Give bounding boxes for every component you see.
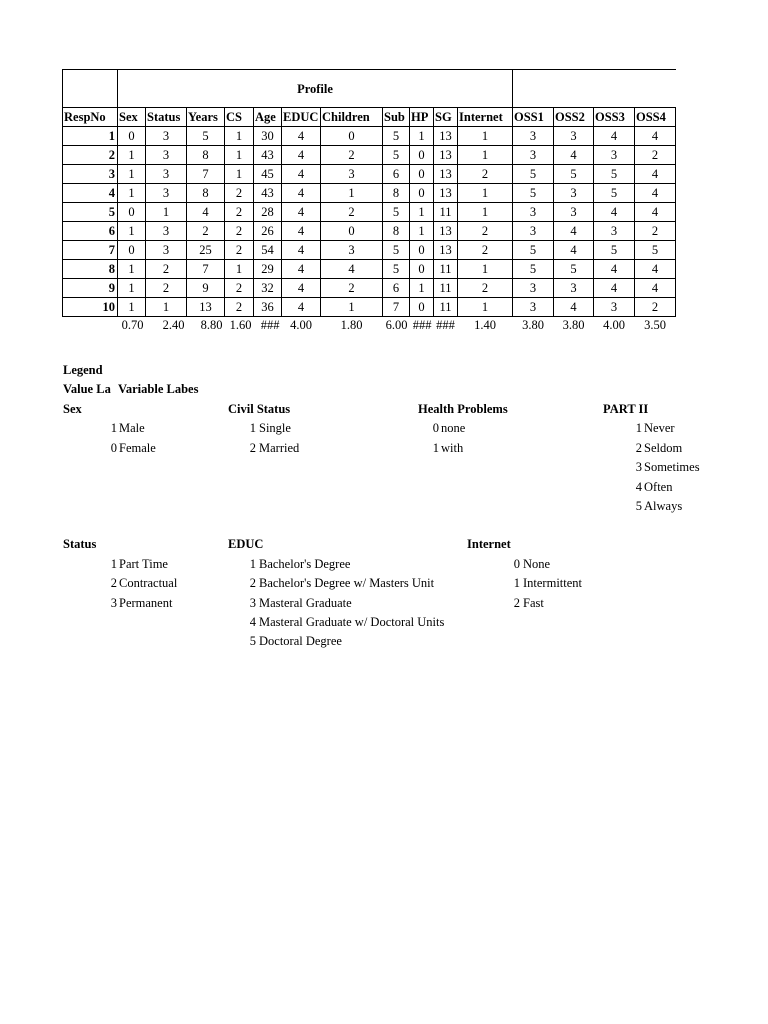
data-cell: 13 bbox=[434, 165, 458, 184]
data-cell: 1 bbox=[410, 279, 434, 298]
data-cell: 4 bbox=[554, 241, 594, 260]
data-cell: 4 bbox=[282, 260, 321, 279]
data-cell: 13 bbox=[434, 146, 458, 165]
data-cell: 8 bbox=[383, 184, 410, 203]
data-cell: 2 bbox=[225, 241, 254, 260]
blank-header-cell bbox=[513, 70, 676, 108]
data-cell: 5 bbox=[594, 241, 635, 260]
average-cell: 4.00 bbox=[290, 318, 312, 332]
data-cell: 2 bbox=[321, 146, 383, 165]
data-cell: 6 bbox=[383, 165, 410, 184]
data-cell: 43 bbox=[254, 184, 282, 203]
legend-code: 3 bbox=[635, 460, 642, 474]
legend-code: 5 bbox=[249, 634, 256, 648]
data-cell: 1 bbox=[225, 260, 254, 279]
data-cell: 3 bbox=[554, 127, 594, 146]
legend-label: Always bbox=[644, 499, 683, 513]
column-header: CS bbox=[225, 108, 254, 127]
data-cell: 3 bbox=[321, 165, 383, 184]
internet-legend-title: Internet bbox=[467, 537, 511, 551]
data-cell: 1 bbox=[458, 203, 513, 222]
data-cell: 5 bbox=[383, 146, 410, 165]
average-cell: ### bbox=[436, 318, 455, 332]
data-cell: 3 bbox=[513, 127, 554, 146]
column-header: OSS1 bbox=[513, 108, 554, 127]
data-cell: 4 bbox=[594, 203, 635, 222]
data-cell: 1 bbox=[458, 260, 513, 279]
data-cell: 11 bbox=[434, 203, 458, 222]
legend-code: 0 bbox=[432, 421, 439, 435]
average-cell: ### bbox=[260, 318, 280, 332]
data-cell: 28 bbox=[254, 203, 282, 222]
data-cell: 1 bbox=[118, 165, 146, 184]
data-cell: 4 bbox=[554, 222, 594, 241]
data-cell: 4 bbox=[594, 279, 635, 298]
data-cell: 1 bbox=[458, 298, 513, 317]
legend-label: Part Time bbox=[119, 557, 168, 571]
data-cell: 4 bbox=[635, 279, 676, 298]
legend-label: with bbox=[441, 441, 464, 455]
data-cell: 4 bbox=[554, 146, 594, 165]
legend-label: Often bbox=[644, 480, 673, 494]
part-ii-legend-title: PART II bbox=[603, 402, 649, 416]
table-row bbox=[63, 260, 676, 279]
average-cell: 3.80 bbox=[522, 318, 544, 332]
row-number-cell: 4 bbox=[63, 184, 118, 203]
data-cell: 3 bbox=[146, 146, 187, 165]
average-cell: 4.00 bbox=[603, 318, 625, 332]
row-number-cell: 5 bbox=[63, 203, 118, 222]
data-cell: 0 bbox=[410, 165, 434, 184]
table-row bbox=[63, 222, 676, 241]
column-header: Status bbox=[146, 108, 187, 127]
data-cell: 4 bbox=[635, 260, 676, 279]
legend-label: Bachelor's Degree bbox=[259, 557, 351, 571]
group-header-row bbox=[63, 70, 676, 108]
average-cell: 1.80 bbox=[340, 318, 363, 332]
data-cell: 5 bbox=[513, 260, 554, 279]
data-cell: 11 bbox=[434, 260, 458, 279]
column-header: RespNo bbox=[63, 108, 118, 127]
data-cell: 0 bbox=[410, 184, 434, 203]
data-cell: 8 bbox=[187, 184, 225, 203]
data-cell: 4 bbox=[635, 165, 676, 184]
legend-label: Masteral Graduate bbox=[259, 596, 352, 610]
blank-header-cell bbox=[63, 70, 118, 108]
legend-label: Permanent bbox=[119, 596, 173, 610]
column-header: Sub bbox=[383, 108, 410, 127]
data-cell: 8 bbox=[187, 146, 225, 165]
data-cell: 13 bbox=[434, 184, 458, 203]
data-cell: 5 bbox=[554, 165, 594, 184]
data-cell: 1 bbox=[118, 260, 146, 279]
legend-code: 2 bbox=[110, 576, 117, 590]
data-cell: 1 bbox=[321, 298, 383, 317]
data-cell: 3 bbox=[554, 279, 594, 298]
legend-code: 1 bbox=[513, 576, 520, 590]
data-cell: 0 bbox=[410, 298, 434, 317]
educ-legend-title: EDUC bbox=[228, 537, 264, 551]
column-header: HP bbox=[410, 108, 434, 127]
data-cell: 9 bbox=[187, 279, 225, 298]
data-cell: 3 bbox=[513, 203, 554, 222]
averages-row bbox=[63, 317, 676, 335]
column-header: OSS2 bbox=[554, 108, 594, 127]
data-cell: 45 bbox=[254, 165, 282, 184]
status-legend-title: Status bbox=[63, 537, 97, 551]
data-cell: 5 bbox=[635, 241, 676, 260]
civil-status-legend-title: Civil Status bbox=[228, 402, 291, 416]
column-header: Age bbox=[254, 108, 282, 127]
data-cell: 3 bbox=[513, 222, 554, 241]
data-cell: 2 bbox=[635, 222, 676, 241]
legend-code: 4 bbox=[635, 480, 642, 494]
data-cell: 1 bbox=[458, 184, 513, 203]
column-header: EDUC bbox=[282, 108, 321, 127]
data-cell: 13 bbox=[434, 127, 458, 146]
data-cell: 1 bbox=[225, 165, 254, 184]
legend-code: 1 bbox=[432, 441, 439, 455]
legend-label: Masteral Graduate w/ Doctoral Units bbox=[259, 615, 445, 629]
data-cell: 1 bbox=[225, 127, 254, 146]
data-cell: 2 bbox=[146, 260, 187, 279]
legend-code: 3 bbox=[249, 596, 256, 610]
data-cell: 4 bbox=[187, 203, 225, 222]
data-cell: 0 bbox=[118, 241, 146, 260]
legend-label: Seldom bbox=[644, 441, 683, 455]
data-cell: 1 bbox=[118, 222, 146, 241]
data-cell: 0 bbox=[321, 222, 383, 241]
legend-code: 1 bbox=[249, 557, 256, 571]
legend-code: 0 bbox=[513, 557, 520, 571]
data-cell: 5 bbox=[513, 165, 554, 184]
legend-code: 1 bbox=[110, 421, 117, 435]
data-cell: 3 bbox=[554, 203, 594, 222]
data-cell: 2 bbox=[225, 279, 254, 298]
data-cell: 1 bbox=[118, 146, 146, 165]
legend-code: 1 bbox=[110, 557, 117, 571]
average-cell: 0.70 bbox=[121, 318, 144, 332]
data-cell: 4 bbox=[282, 279, 321, 298]
data-cell: 4 bbox=[282, 146, 321, 165]
data-cell: 3 bbox=[321, 241, 383, 260]
data-cell: 1 bbox=[458, 127, 513, 146]
data-cell: 30 bbox=[254, 127, 282, 146]
data-cell: 3 bbox=[513, 298, 554, 317]
data-cell: 2 bbox=[225, 203, 254, 222]
column-header-row bbox=[63, 108, 676, 127]
row-number-cell: 1 bbox=[63, 127, 118, 146]
data-cell: 3 bbox=[594, 146, 635, 165]
data-cell: 1 bbox=[410, 127, 434, 146]
data-cell: 4 bbox=[282, 184, 321, 203]
data-cell: 4 bbox=[554, 298, 594, 317]
row-number-cell: 3 bbox=[63, 165, 118, 184]
average-cell: 8.80 bbox=[200, 318, 223, 332]
data-cell: 29 bbox=[254, 260, 282, 279]
data-cell: 0 bbox=[321, 127, 383, 146]
column-header: Years bbox=[187, 108, 225, 127]
data-cell: 1 bbox=[146, 298, 187, 317]
data-cell: 3 bbox=[146, 184, 187, 203]
row-number-cell: 2 bbox=[63, 146, 118, 165]
table-row bbox=[63, 279, 676, 298]
row-number-cell: 6 bbox=[63, 222, 118, 241]
data-cell: 5 bbox=[383, 241, 410, 260]
data-cell: 7 bbox=[383, 298, 410, 317]
average-cell: 3.50 bbox=[644, 318, 666, 332]
data-cell: 0 bbox=[118, 203, 146, 222]
data-cell: 0 bbox=[410, 146, 434, 165]
data-cell: 1 bbox=[118, 279, 146, 298]
variable-label-header: Variable Labes bbox=[118, 382, 199, 396]
legend-code: 1 bbox=[249, 421, 256, 435]
sex-legend-title: Sex bbox=[63, 402, 82, 416]
legend-code: 0 bbox=[110, 441, 117, 455]
legend-title: Legend bbox=[63, 363, 103, 377]
table-row bbox=[63, 165, 676, 184]
data-cell: 2 bbox=[635, 298, 676, 317]
data-cell: 3 bbox=[146, 165, 187, 184]
data-cell: 3 bbox=[146, 127, 187, 146]
data-cell: 13 bbox=[434, 241, 458, 260]
legend-label: None bbox=[523, 557, 551, 571]
average-cell bbox=[63, 317, 118, 335]
data-cell: 1 bbox=[410, 222, 434, 241]
data-table bbox=[62, 69, 676, 334]
data-cell: 25 bbox=[187, 241, 225, 260]
legend-code: 2 bbox=[635, 441, 642, 455]
legend-label: Never bbox=[644, 421, 675, 435]
data-cell: 3 bbox=[594, 222, 635, 241]
data-cell: 4 bbox=[282, 222, 321, 241]
table-row bbox=[63, 298, 676, 317]
data-cell: 1 bbox=[146, 203, 187, 222]
data-cell: 11 bbox=[434, 298, 458, 317]
data-cell: 5 bbox=[383, 260, 410, 279]
health-problems-legend-title: Health Problems bbox=[418, 402, 508, 416]
row-number-cell: 10 bbox=[63, 298, 118, 317]
data-cell: 4 bbox=[282, 298, 321, 317]
column-header: Sex bbox=[118, 108, 146, 127]
data-cell: 5 bbox=[383, 127, 410, 146]
data-cell: 2 bbox=[458, 279, 513, 298]
legend-code: 2 bbox=[249, 576, 256, 590]
legend-label: Male bbox=[119, 421, 145, 435]
data-cell: 4 bbox=[635, 127, 676, 146]
row-number-cell: 8 bbox=[63, 260, 118, 279]
data-cell: 1 bbox=[410, 203, 434, 222]
data-cell: 0 bbox=[410, 260, 434, 279]
data-cell: 1 bbox=[118, 298, 146, 317]
data-cell: 7 bbox=[187, 260, 225, 279]
profile-group-header: Profile bbox=[118, 70, 513, 108]
legend-label: Bachelor's Degree w/ Masters Unit bbox=[259, 576, 435, 590]
legend-label: none bbox=[441, 421, 466, 435]
data-cell: 3 bbox=[594, 298, 635, 317]
data-cell: 1 bbox=[225, 146, 254, 165]
average-cell: 1.60 bbox=[229, 318, 252, 332]
average-cell: 2.40 bbox=[162, 318, 185, 332]
data-cell: 4 bbox=[282, 241, 321, 260]
column-header: OSS4 bbox=[635, 108, 676, 127]
table-row bbox=[63, 203, 676, 222]
data-cell: 13 bbox=[187, 298, 225, 317]
data-cell: 5 bbox=[594, 184, 635, 203]
average-cell: 6.00 bbox=[385, 318, 408, 332]
legend-code: 2 bbox=[249, 441, 256, 455]
legend-code: 2 bbox=[513, 596, 520, 610]
average-cell: ### bbox=[412, 318, 432, 332]
data-cell: 5 bbox=[513, 184, 554, 203]
data-cell: 2 bbox=[146, 279, 187, 298]
legend-label: Fast bbox=[523, 596, 544, 610]
data-cell: 4 bbox=[282, 127, 321, 146]
data-cell: 7 bbox=[187, 165, 225, 184]
data-cell: 8 bbox=[383, 222, 410, 241]
data-cell: 2 bbox=[321, 203, 383, 222]
data-cell: 3 bbox=[554, 184, 594, 203]
data-cell: 5 bbox=[594, 165, 635, 184]
data-cell: 1 bbox=[458, 146, 513, 165]
legend-label: Sometimes bbox=[644, 460, 700, 474]
data-cell: 4 bbox=[321, 260, 383, 279]
data-cell: 11 bbox=[434, 279, 458, 298]
data-cell: 4 bbox=[635, 203, 676, 222]
row-number-cell: 7 bbox=[63, 241, 118, 260]
column-header: OSS3 bbox=[594, 108, 635, 127]
data-cell: 2 bbox=[635, 146, 676, 165]
data-cell: 2 bbox=[321, 279, 383, 298]
data-cell: 4 bbox=[282, 165, 321, 184]
table-row bbox=[63, 184, 676, 203]
data-cell: 2 bbox=[458, 222, 513, 241]
table-row bbox=[63, 127, 676, 146]
data-cell: 2 bbox=[458, 241, 513, 260]
legend-label: Single bbox=[259, 421, 291, 435]
legend-code: 5 bbox=[635, 499, 642, 513]
data-cell: 2 bbox=[225, 184, 254, 203]
data-cell: 3 bbox=[146, 241, 187, 260]
column-header: Internet bbox=[458, 108, 513, 127]
data-cell: 43 bbox=[254, 146, 282, 165]
data-cell: 1 bbox=[321, 184, 383, 203]
data-cell: 32 bbox=[254, 279, 282, 298]
column-header: Children bbox=[321, 108, 383, 127]
table-row bbox=[63, 241, 676, 260]
average-cell: 1.40 bbox=[474, 318, 496, 332]
average-cell: 3.80 bbox=[562, 318, 585, 332]
data-cell: 2 bbox=[225, 222, 254, 241]
data-cell: 3 bbox=[513, 279, 554, 298]
data-cell: 4 bbox=[594, 260, 635, 279]
column-header: SG bbox=[434, 108, 458, 127]
data-cell: 4 bbox=[594, 127, 635, 146]
data-cell: 5 bbox=[513, 241, 554, 260]
data-cell: 5 bbox=[383, 203, 410, 222]
data-cell: 0 bbox=[410, 241, 434, 260]
data-cell: 2 bbox=[187, 222, 225, 241]
data-cell: 54 bbox=[254, 241, 282, 260]
legend-code: 1 bbox=[635, 421, 642, 435]
data-cell: 2 bbox=[458, 165, 513, 184]
data-cell: 26 bbox=[254, 222, 282, 241]
data-cell: 5 bbox=[187, 127, 225, 146]
legend-label: Female bbox=[119, 441, 156, 455]
data-cell: 0 bbox=[118, 127, 146, 146]
data-cell: 5 bbox=[554, 260, 594, 279]
value-label-header: Value La bbox=[63, 382, 111, 396]
table-row bbox=[63, 146, 676, 165]
legend-code: 3 bbox=[110, 596, 117, 610]
data-cell: 36 bbox=[254, 298, 282, 317]
data-cell: 4 bbox=[282, 203, 321, 222]
data-cell: 1 bbox=[118, 184, 146, 203]
data-cell: 3 bbox=[513, 146, 554, 165]
legend-label: Intermittent bbox=[523, 576, 583, 590]
data-cell: 3 bbox=[146, 222, 187, 241]
data-cell: 13 bbox=[434, 222, 458, 241]
legend-label: Married bbox=[259, 441, 300, 455]
data-cell: 2 bbox=[225, 298, 254, 317]
row-number-cell: 9 bbox=[63, 279, 118, 298]
legend-label: Doctoral Degree bbox=[259, 634, 342, 648]
legend-label: Contractual bbox=[119, 576, 178, 590]
data-cell: 6 bbox=[383, 279, 410, 298]
legend-code: 4 bbox=[249, 615, 256, 629]
data-cell: 4 bbox=[635, 184, 676, 203]
